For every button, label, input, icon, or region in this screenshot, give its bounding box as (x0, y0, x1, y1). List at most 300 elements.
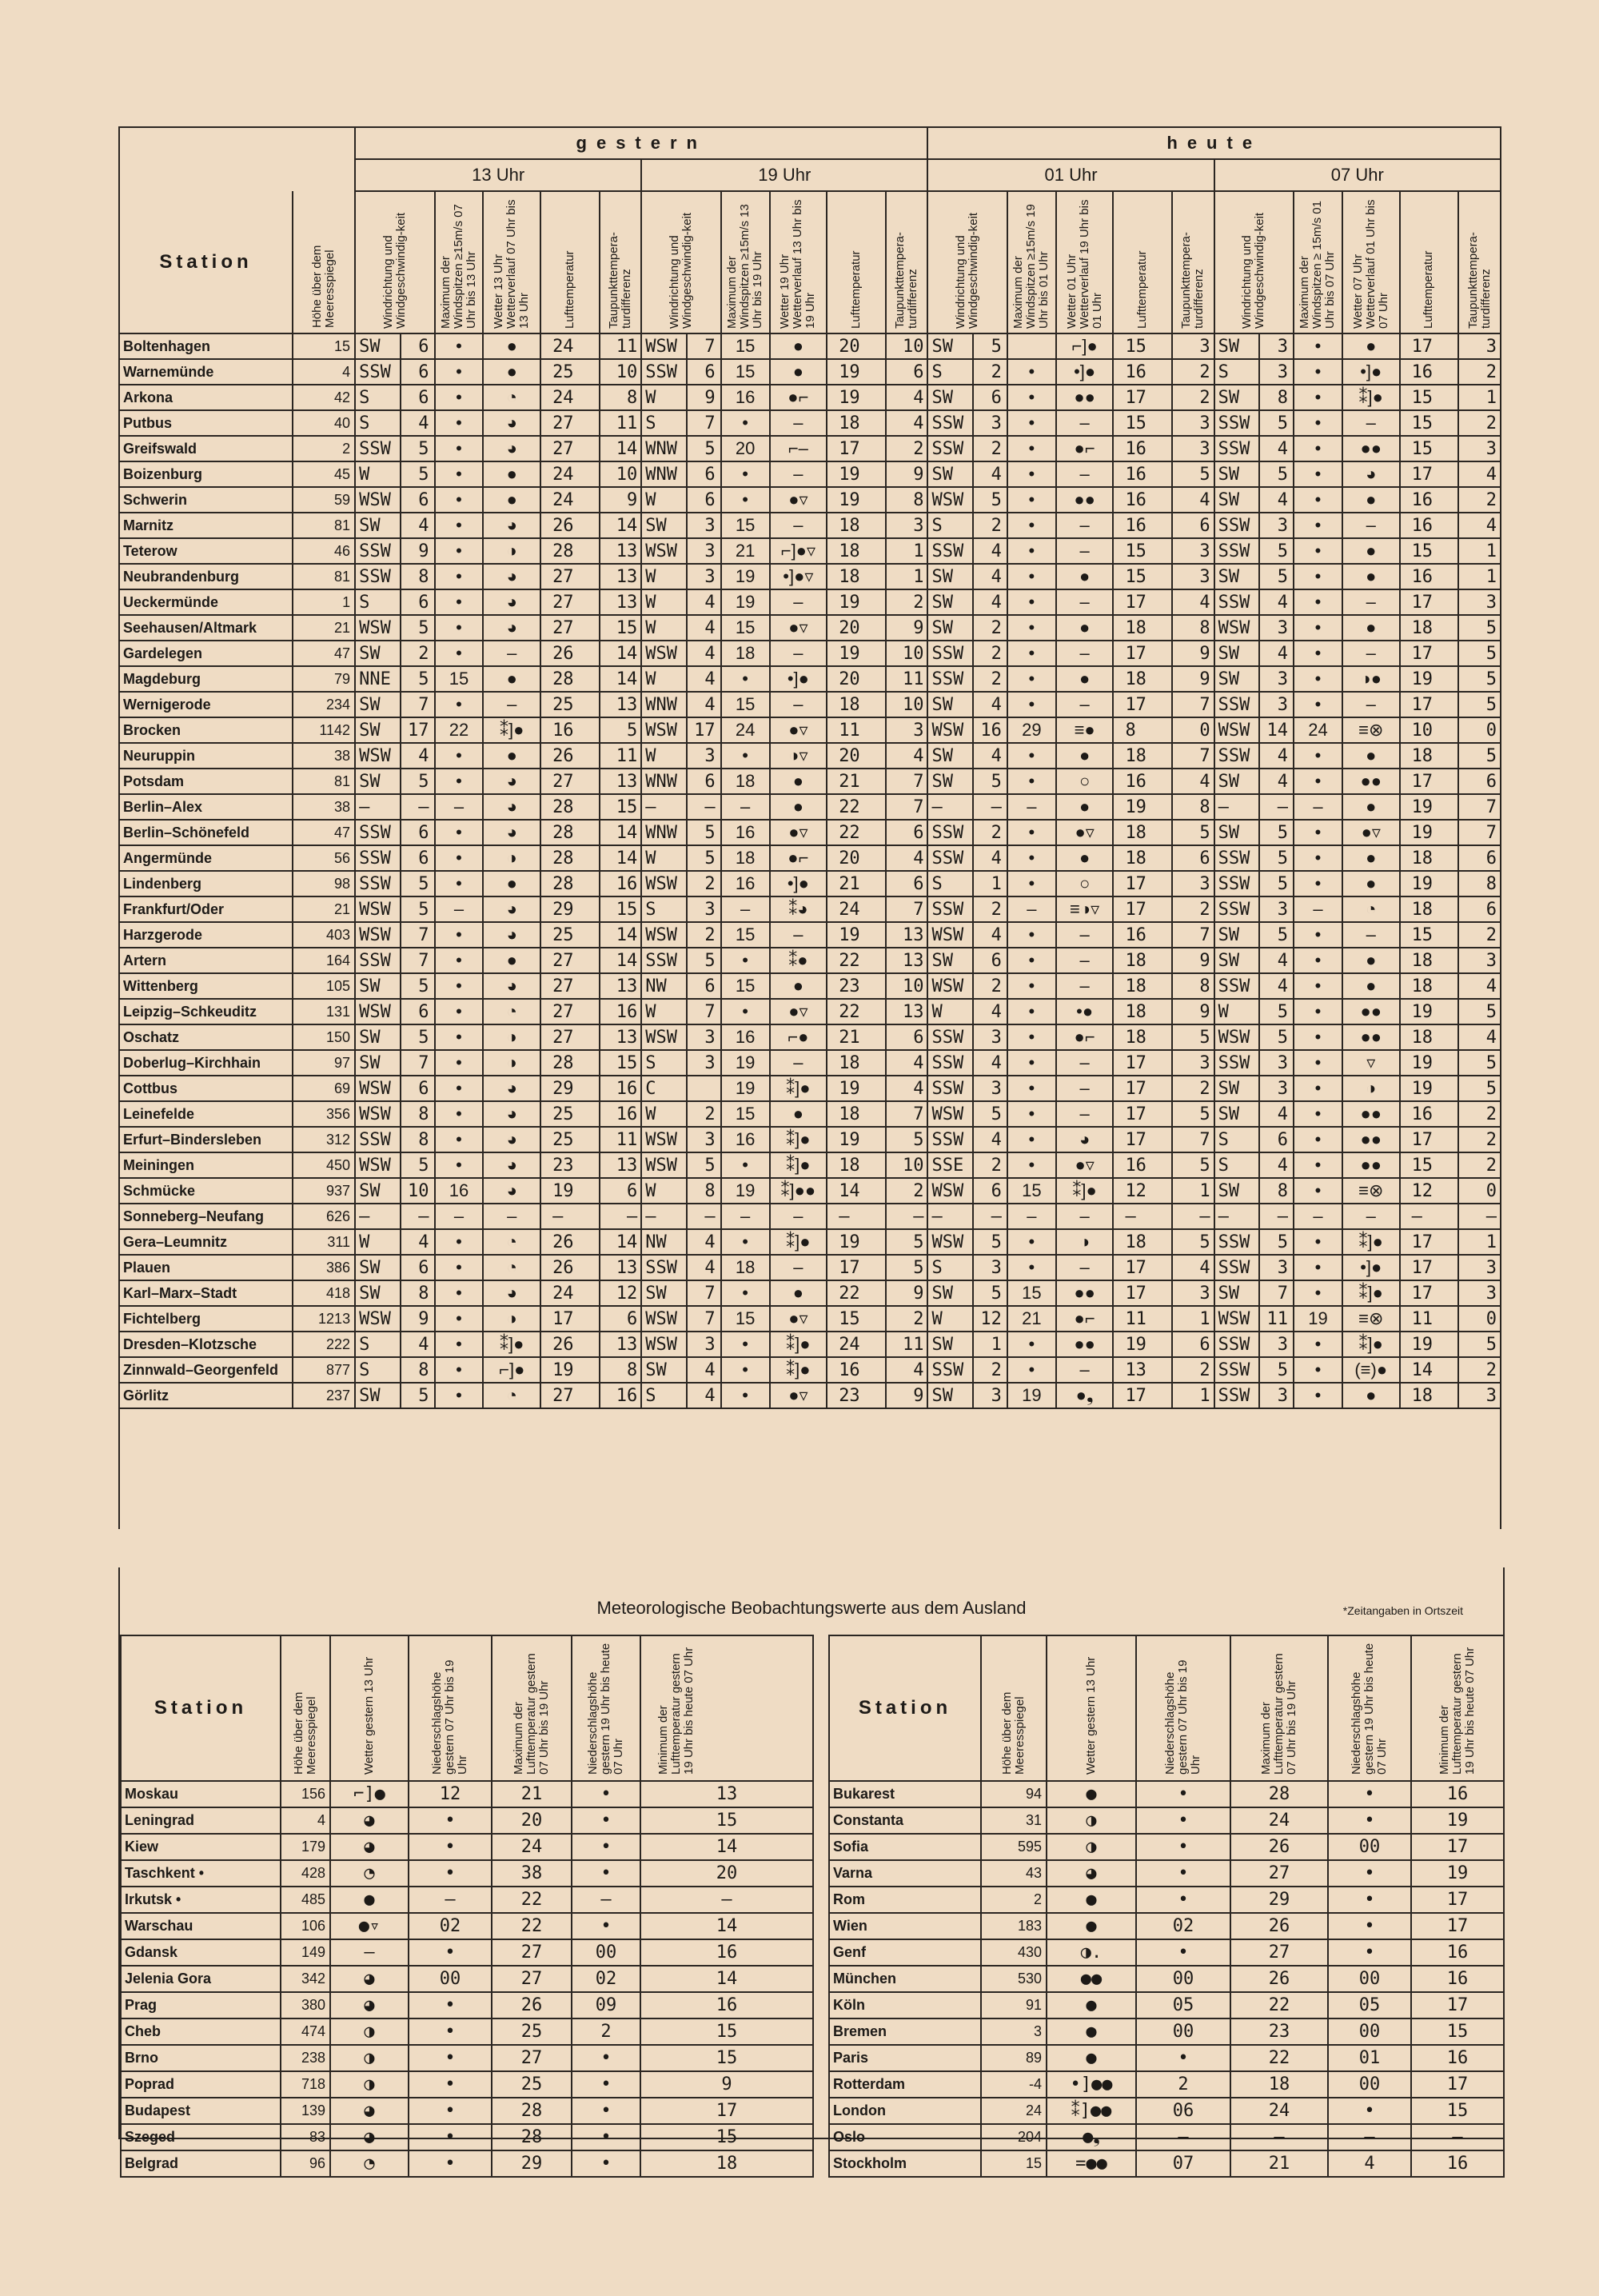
altitude-cell: 164 (293, 948, 355, 973)
air-temp-01-cell: 16 (1113, 359, 1172, 385)
airtemp-07-header: Lufttemperatur (1422, 250, 1436, 329)
dewpoint-diff-07-cell: 4 (1458, 973, 1501, 999)
weather-19-cell: – (770, 692, 827, 717)
dewpoint-diff-13-cell: 13 (600, 1332, 641, 1357)
dewpoint-diff-07-cell: 2 (1458, 1101, 1501, 1127)
wind-dir-01-cell: SSW (927, 1127, 973, 1152)
wind-speed-19-cell: 3 (687, 538, 721, 564)
weather-07-cell: ●● (1342, 1152, 1400, 1178)
wind-speed-19-cell: 4 (687, 1357, 721, 1383)
air-temp-07-cell: 10 (1400, 717, 1459, 743)
weather-13-cell: ◑ (483, 1306, 540, 1332)
table-row (119, 845, 1501, 871)
wind-speed-13-cell: 5 (401, 615, 435, 641)
weather-07-cell: – (1342, 641, 1400, 666)
station-name: Paris (829, 2045, 981, 2071)
weather-01-cell: – (1056, 1357, 1114, 1383)
wind-dir-13-cell: SW (355, 1024, 401, 1050)
gust-01-cell (1007, 333, 1056, 359)
altitude-cell: 98 (293, 871, 355, 896)
weather-01-cell: ●⌐ (1056, 1306, 1114, 1332)
weather-01-cell: – (1056, 692, 1114, 717)
weather-cell: ●▿ (330, 1913, 409, 1939)
wind-dir-19-cell: W (641, 999, 687, 1024)
wind-dir-19-cell: W (641, 615, 687, 641)
wind-speed-19-cell: 2 (687, 871, 721, 896)
wind-speed-13-cell: 7 (401, 922, 435, 948)
gust-13-cell: • (435, 564, 484, 589)
wind-speed-13-cell: 6 (401, 385, 435, 410)
wind-speed-13-cell: 5 (401, 896, 435, 922)
table-row (121, 2071, 813, 2098)
weather-19-cell: ● (770, 1101, 827, 1127)
weather-01-cell: ●▿ (1056, 820, 1114, 845)
gust-13-cell: • (435, 385, 484, 410)
weather-13-cell: ◑ (483, 845, 540, 871)
station-name: Cheb (121, 2018, 281, 2045)
air-temp-07-cell: 17 (1400, 1280, 1459, 1306)
air-temp-07-cell: 15 (1400, 922, 1459, 948)
weather-01-cell: ● (1056, 615, 1114, 641)
dewpoint-diff-01-cell: 4 (1172, 487, 1214, 513)
wind-dir-13-cell: WSW (355, 615, 401, 641)
weather-19-cell: •]●▿ (770, 564, 827, 589)
precip-night-cell: • (1328, 1939, 1411, 1966)
gust-13-cell: • (435, 410, 484, 436)
air-temp-19-cell: 18 (827, 1101, 886, 1127)
gust-13-cell: – (435, 896, 484, 922)
weather-19-cell: ●▿ (770, 615, 827, 641)
foreign-table-left (120, 1635, 814, 2178)
station-name: Sonneberg–Neufang (119, 1204, 293, 1229)
wind-speed-01-cell: 3 (973, 1255, 1007, 1280)
weather-13-cell: ◕ (483, 794, 540, 820)
gust-01-cell: • (1007, 1152, 1056, 1178)
gust-01-cell: • (1007, 1332, 1056, 1357)
weather-cell: ● (1047, 1781, 1136, 1807)
dewpoint-diff-13-cell: – (600, 1204, 641, 1229)
gust-07-cell: • (1294, 1332, 1342, 1357)
max-temp-cell: 27 (492, 1939, 572, 1966)
altitude-cell: 38 (293, 794, 355, 820)
wind-speed-13-cell: 6 (401, 999, 435, 1024)
table-row (829, 1834, 1504, 1860)
dewpoint-diff-19-cell: 10 (886, 973, 928, 999)
wind-dir-19-cell: NW (641, 1229, 687, 1255)
wind-speed-01-cell: 1 (973, 1332, 1007, 1357)
weather-cell: ⌐]● (330, 1781, 409, 1807)
wind-speed-01-cell: 4 (973, 922, 1007, 948)
air-temp-01-cell: 17 (1113, 1050, 1172, 1076)
min-temp-cell: 16 (640, 1992, 813, 2018)
weather-07-cell: ● (1342, 743, 1400, 769)
altitude-cell: 46 (293, 538, 355, 564)
weather-19-cell: – (770, 641, 827, 666)
gust-01-cell: • (1007, 1024, 1056, 1050)
wind-speed-13-cell: 6 (401, 333, 435, 359)
air-temp-13-cell: 28 (540, 1050, 600, 1076)
table-row (829, 1939, 1504, 1966)
precip-day-cell: • (1136, 1860, 1230, 1887)
altitude-cell: 131 (293, 999, 355, 1024)
dewpoint-diff-01-cell: 6 (1172, 513, 1214, 538)
wind-speed-01-cell: 4 (973, 743, 1007, 769)
weather-19-cell: ⁑]● (770, 1127, 827, 1152)
wind-dir-19-cell: W (641, 589, 687, 615)
dewpoint-diff-19-cell: 7 (886, 769, 928, 794)
min-temp-cell: 18 (640, 2150, 813, 2177)
wind-speed-01-cell: 1 (973, 871, 1007, 896)
weather-19-cell: ⁑]● (770, 1332, 827, 1357)
wind-dir-19-cell: WNW (641, 692, 687, 717)
air-temp-19-cell: 19 (827, 359, 886, 385)
air-temp-07-cell: 19 (1400, 794, 1459, 820)
dewpoint-diff-19-cell: 10 (886, 1152, 928, 1178)
wind-dir-19-cell: WSW (641, 1152, 687, 1178)
wind-speed-19-cell: 6 (687, 359, 721, 385)
table-row (119, 999, 1501, 1024)
dewpoint-diff-19-cell: 8 (886, 487, 928, 513)
gust-07-cell: • (1294, 845, 1342, 871)
dewpoint-diff-13-cell: 8 (600, 385, 641, 410)
wind-speed-19-cell: 3 (687, 743, 721, 769)
gust-19-cell: • (721, 743, 770, 769)
weather-07-cell: ≡⊗ (1342, 1306, 1400, 1332)
weather-13-cell: ◕ (483, 896, 540, 922)
table-row (121, 1887, 813, 1913)
air-temp-13-cell: 29 (540, 1076, 600, 1101)
wind-dir-13-cell: SW (355, 1383, 401, 1408)
weather-13-cell: ◑ (483, 1050, 540, 1076)
weather-19-cell: ● (770, 973, 827, 999)
dewpoint-diff-01-cell: 5 (1172, 820, 1214, 845)
wind-dir-19-cell: W (641, 487, 687, 513)
foreign-right-station-header: Station (829, 1635, 981, 1781)
wind-dir-13-cell: W (355, 461, 401, 487)
weather-cell: ◕ (330, 1834, 409, 1860)
precip-day-cell: 02 (1136, 1913, 1230, 1939)
air-temp-07-cell: 17 (1400, 1127, 1459, 1152)
weather-01-cell: ●▿ (1056, 1152, 1114, 1178)
air-temp-01-cell: 18 (1113, 999, 1172, 1024)
station-name: Rom (829, 1887, 981, 1913)
table-row (119, 1383, 1501, 1408)
wind-speed-19-cell: 3 (687, 1024, 721, 1050)
precip-day-cell: – (1136, 2124, 1230, 2150)
gust-07-cell: • (1294, 948, 1342, 973)
wind-speed-13-cell: 8 (401, 1101, 435, 1127)
air-temp-07-cell: 15 (1400, 436, 1459, 461)
altitude-cell: 450 (293, 1152, 355, 1178)
air-temp-01-cell: 18 (1113, 820, 1172, 845)
table-row (119, 385, 1501, 410)
precip-day-cell: • (409, 2045, 492, 2071)
altitude-cell: 15 (293, 333, 355, 359)
wind-dir-01-cell: S (927, 871, 973, 896)
table-row (119, 1255, 1501, 1280)
weather-01-cell: – (1056, 461, 1114, 487)
weather-13-cell: ● (483, 743, 540, 769)
wind-dir-13-cell: SW (355, 769, 401, 794)
altitude-cell: 2 (293, 436, 355, 461)
air-temp-13-cell: 26 (540, 743, 600, 769)
wind-dir-07-cell: S (1214, 1152, 1260, 1178)
wind-dir-19-cell: – (641, 794, 687, 820)
air-temp-13-cell: 25 (540, 1101, 600, 1127)
min-temp-cell: 16 (1411, 2150, 1504, 2177)
gust-19-cell: 16 (721, 871, 770, 896)
time-01-header: 01 Uhr (927, 159, 1214, 191)
wind-speed-07-cell: 7 (1259, 1280, 1294, 1306)
weather-cell: ◑. (1047, 1939, 1136, 1966)
table-row (829, 2045, 1504, 2071)
gust-13-cell: 16 (435, 1178, 484, 1204)
air-temp-01-cell: 17 (1113, 1076, 1172, 1101)
air-temp-01-cell: 17 (1113, 871, 1172, 896)
gust-01-cell: • (1007, 359, 1056, 385)
dewpoint-diff-13-cell: 16 (600, 1383, 641, 1408)
max-temp-cell: 26 (1230, 1834, 1328, 1860)
wind-speed-01-cell: 6 (973, 385, 1007, 410)
air-temp-13-cell: 28 (540, 794, 600, 820)
table-row (119, 641, 1501, 666)
weather-01-cell: – (1056, 513, 1114, 538)
gust-19-cell: • (721, 666, 770, 692)
wind-dir-13-cell: SW (355, 1178, 401, 1204)
weather-19-cell: – (770, 1204, 827, 1229)
precip-night-cell: 4 (1328, 2150, 1411, 2177)
air-temp-01-cell: 16 (1113, 487, 1172, 513)
station-name: Moskau (121, 1781, 281, 1807)
gust-07-cell: • (1294, 1383, 1342, 1408)
wind-dir-07-cell: SSW (1214, 692, 1260, 717)
gust-19-cell: 15 (721, 1306, 770, 1332)
dewpoint-diff-19-cell: 11 (886, 666, 928, 692)
air-temp-19-cell: 21 (827, 769, 886, 794)
dewpoint-diff-07-cell: 4 (1458, 1024, 1501, 1050)
air-temp-19-cell: 24 (827, 1332, 886, 1357)
wind-dir-13-cell: SW (355, 1050, 401, 1076)
dewpoint-diff-07-cell: 6 (1458, 769, 1501, 794)
altitude-cell: 43 (981, 1860, 1047, 1887)
dewpoint-diff-19-cell: 5 (886, 1255, 928, 1280)
wind-dir-13-cell: S (355, 385, 401, 410)
dewpoint-diff-13-cell: 10 (600, 461, 641, 487)
max-temp-cell: 24 (492, 1834, 572, 1860)
dewpoint-diff-07-cell: 0 (1458, 1306, 1501, 1332)
gust-19-cell: 21 (721, 538, 770, 564)
weather-07-cell: ◔ (1342, 896, 1400, 922)
wind-speed-19-cell: 17 (687, 717, 721, 743)
air-temp-13-cell: 26 (540, 641, 600, 666)
max-temp-cell: – (1230, 2124, 1328, 2150)
weather-01-cell: – (1056, 1076, 1114, 1101)
gust-01-cell: – (1007, 1204, 1056, 1229)
air-temp-01-cell: 18 (1113, 666, 1172, 692)
wind-speed-19-cell: 8 (687, 1178, 721, 1204)
gust-01-cell: 19 (1007, 1383, 1056, 1408)
weather-cell: •]●● (1047, 2071, 1136, 2098)
dewpoint-diff-01-cell: 2 (1172, 359, 1214, 385)
wind-dir-13-cell: WSW (355, 1306, 401, 1332)
dewpoint-diff-07-cell: 5 (1458, 692, 1501, 717)
wind-speed-19-cell: 3 (687, 564, 721, 589)
wind-speed-13-cell: 6 (401, 820, 435, 845)
precip-night-cell: • (572, 1834, 640, 1860)
max-temp-cell: 22 (1230, 2045, 1328, 2071)
weather-19-cell: ●⌐ (770, 845, 827, 871)
weather-01-cell: – (1056, 1050, 1114, 1076)
wind-speed-01-cell: – (973, 1204, 1007, 1229)
air-temp-07-cell: 17 (1400, 1229, 1459, 1255)
wind-dir-19-cell: WSW (641, 641, 687, 666)
station-name: Berlin–Alex (119, 794, 293, 820)
weather-cell: – (330, 1939, 409, 1966)
dewpoint-diff-13-cell: 15 (600, 615, 641, 641)
station-name: Erfurt–Bindersleben (119, 1127, 293, 1152)
precip-day-cell: • (409, 2071, 492, 2098)
dewpoint-diff-07-cell: 5 (1458, 743, 1501, 769)
dewpoint-diff-01-cell: 0 (1172, 717, 1214, 743)
weather-13-cell: ◕ (483, 922, 540, 948)
gust-19-cell: 18 (721, 641, 770, 666)
altitude-cell: 380 (281, 1992, 330, 2018)
air-temp-07-cell: 17 (1400, 641, 1459, 666)
air-temp-07-cell: 16 (1400, 564, 1459, 589)
weather-01-cell: ≡◑▿ (1056, 896, 1114, 922)
weather-07-cell: ⁑]● (1342, 385, 1400, 410)
wind-speed-13-cell: 8 (401, 1127, 435, 1152)
table-row (829, 2098, 1504, 2124)
air-temp-19-cell: 22 (827, 794, 886, 820)
table-row (119, 1204, 1501, 1229)
gust-13-cell: • (435, 871, 484, 896)
weather-13-cell: ⌐]● (483, 1357, 540, 1383)
wind-dir-19-cell: SW (641, 513, 687, 538)
gust-07-cell: – (1294, 1204, 1342, 1229)
min-temp-cell: 15 (640, 2124, 813, 2150)
air-temp-01-cell: 17 (1113, 1127, 1172, 1152)
wind-speed-01-cell: 5 (973, 1280, 1007, 1306)
table-row (829, 1992, 1504, 2018)
gust-01-cell: • (1007, 436, 1056, 461)
weather-13-cell: ◕ (483, 513, 540, 538)
dewpoint-diff-01-cell: 2 (1172, 896, 1214, 922)
dewpoint-diff-19-cell: 9 (886, 615, 928, 641)
wind-dir-07-cell: SSW (1214, 436, 1260, 461)
gust-01-cell: • (1007, 692, 1056, 717)
altitude-cell: 105 (293, 973, 355, 999)
wind-speed-01-cell: 4 (973, 1127, 1007, 1152)
altitude-cell: 91 (981, 1992, 1047, 2018)
gust-19-cell: – (721, 1204, 770, 1229)
air-temp-13-cell: 27 (540, 436, 600, 461)
wind-dir-19-cell: WSW (641, 871, 687, 896)
air-temp-13-cell: 27 (540, 999, 600, 1024)
wind-dir-01-cell: SW (927, 461, 973, 487)
foreign-left-rows (121, 1781, 813, 2177)
dewpoint-diff-13-cell: 14 (600, 513, 641, 538)
dewpoint-diff-13-cell: 5 (600, 717, 641, 743)
dewpoint-diff-01-cell: 3 (1172, 871, 1214, 896)
dewpoint-diff-19-cell: – (886, 1204, 928, 1229)
min-temp-cell: 17 (1411, 1887, 1504, 1913)
max-temp-cell: 21 (492, 1781, 572, 1807)
gust-07-cell: • (1294, 1050, 1342, 1076)
weather-07-cell: – (1342, 589, 1400, 615)
air-temp-13-cell: 27 (540, 410, 600, 436)
weather-cell: ◔ (330, 1860, 409, 1887)
weather-01-cell: – (1056, 1255, 1114, 1280)
foreign-left-precip-night-header: Niederschlagshöhe gestern 19 Uhr bis heute 07 Uhr (586, 1643, 625, 1775)
wind-dir-07-cell: SW (1214, 487, 1260, 513)
wind-dir-13-cell: WSW (355, 922, 401, 948)
station-name: Leningrad (121, 1807, 281, 1834)
weather-07-cell: ⁑]● (1342, 1280, 1400, 1306)
air-temp-19-cell: 14 (827, 1178, 886, 1204)
wind-speed-13-cell: 4 (401, 1332, 435, 1357)
min-temp-cell: – (1411, 2124, 1504, 2150)
gust-13-cell: 15 (435, 666, 484, 692)
altitude-cell: 937 (293, 1178, 355, 1204)
weather-07-cell: ●● (1342, 999, 1400, 1024)
air-temp-01-cell: 18 (1113, 973, 1172, 999)
wind-speed-01-cell: 3 (973, 410, 1007, 436)
dewpoint-diff-19-cell: 4 (886, 845, 928, 871)
precip-night-cell: • (572, 2045, 640, 2071)
weather-13-cell: ● (483, 871, 540, 896)
gust-01-cell: • (1007, 1101, 1056, 1127)
dewpoint-diff-13-cell: 14 (600, 922, 641, 948)
min-temp-cell: 19 (1411, 1807, 1504, 1834)
dewpoint-diff-07-cell: 5 (1458, 1332, 1501, 1357)
air-temp-07-cell: 14 (1400, 1357, 1459, 1383)
precip-night-cell: • (572, 1860, 640, 1887)
dewpoint-diff-07-cell: 4 (1458, 513, 1501, 538)
dewpoint-diff-07-cell: 1 (1458, 1229, 1501, 1255)
precip-day-cell: – (409, 1887, 492, 1913)
gust-07-cell: 19 (1294, 1306, 1342, 1332)
max-temp-cell: 27 (492, 2045, 572, 2071)
weather-cell: ◕ (330, 2124, 409, 2150)
dewpoint-diff-01-cell: 5 (1172, 461, 1214, 487)
wind-speed-01-cell: 5 (973, 1101, 1007, 1127)
precip-day-cell: 05 (1136, 1992, 1230, 2018)
air-temp-13-cell: 25 (540, 359, 600, 385)
air-temp-01-cell: 17 (1113, 896, 1172, 922)
air-temp-19-cell: 19 (827, 641, 886, 666)
wind-speed-13-cell: 6 (401, 359, 435, 385)
wind-speed-07-cell: – (1259, 794, 1294, 820)
air-temp-19-cell: 18 (827, 1050, 886, 1076)
air-temp-01-cell: 16 (1113, 922, 1172, 948)
weather-19-cell: ● (770, 359, 827, 385)
wind-speed-07-cell: 3 (1259, 1383, 1294, 1408)
dewpoint-diff-07-cell: 2 (1458, 1152, 1501, 1178)
weather-07-cell: ●● (1342, 1024, 1400, 1050)
wind-dir-19-cell: S (641, 1383, 687, 1408)
weather-19-cell: – (770, 1255, 827, 1280)
max-temp-cell: 29 (1230, 1887, 1328, 1913)
station-name: Görlitz (119, 1383, 293, 1408)
dewpoint-diff-13-cell: 13 (600, 973, 641, 999)
wind-speed-19-cell: 4 (687, 1255, 721, 1280)
dewpoint-diff-07-cell: 1 (1458, 385, 1501, 410)
altitude-cell: 139 (281, 2098, 330, 2124)
wind-speed-13-cell: 8 (401, 1357, 435, 1383)
dewpoint-diff-01-cell: 7 (1172, 922, 1214, 948)
dewpoint-diff-01-cell: 4 (1172, 769, 1214, 794)
